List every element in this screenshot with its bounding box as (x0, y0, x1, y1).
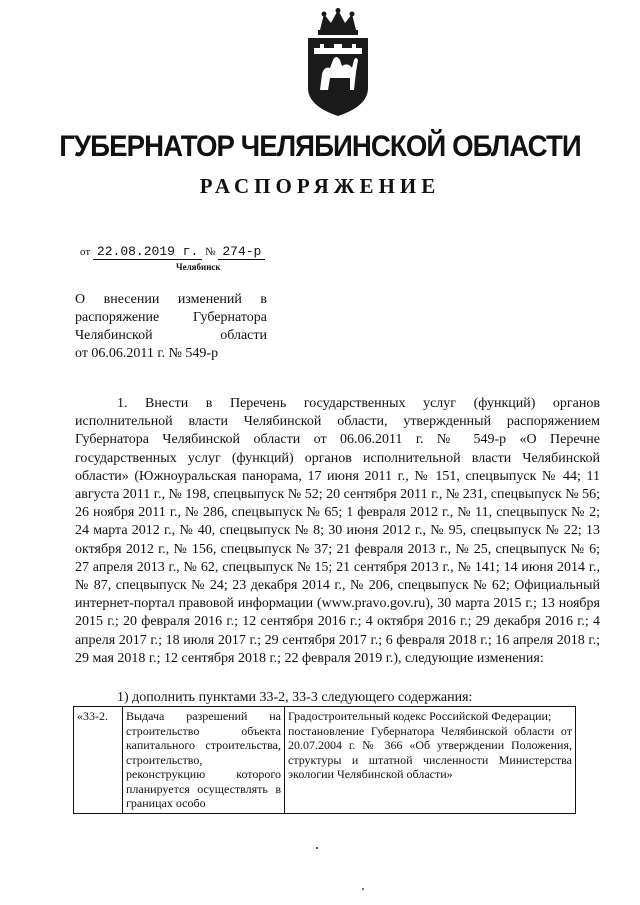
item-1: 1) дополнить пунктами 33-2, 33-3 следующего содержания: (117, 690, 473, 705)
subject-line: распоряжение Губернатора (75, 310, 267, 325)
subject-line: Челябинской области (75, 328, 267, 343)
body-paragraph: 1. Внести в Перечень государственных услуг (функций) органов исполнительной власти Челябинской области, утвержденный распоряжением Губернатора Челябинской области от 06.06.2011 г. № 549-р «О Перечне государственных услуг (функций) органов исполнительной власти Челябинской области» (Южноуральская панорама, 17 июня 2011 г., № 151, спецвыпуск № 44; 11 августа 2011 г., № 198, спецвыпуск № 52; 20 сентября 2011 г., № 231, спецвыпуск № 56; 26 ноября 2011 г., № 286, спецвыпуск № 65; 1 февраля 2012 г., № 11, спецвыпуск № 2; 24 марта 2012 г., № 40, спецвыпуск № 8; 30 июня 2012 г., № 95, спецвыпуск № 22; 13 октября 2012 г., № 156, спецвыпуск № 37; 21 февраля 2013 г., № 25, спецвыпуск № 6; 27 апреля 2013 г., № 62, спецвыпуск № 15; 21 сентября 2013 г., № 141; 14 июня 2014 г., № 87, спецвыпуск № 24; 23 декабря 2014 г., № 206, спецвыпуск № 62; Официальный интернет-портал правовой информации (www.pravo.gov.ru), 30 марта 2015 г.; 13 ноября 2015 г.; 20 февраля 2016 г.; 12 сентября 2016 г.; 4 октября 2016 г.; 29 декабря 2016 г.; 4 апреля 2017 г.; 18 июля 2017 г.; 29 сентября 2017 г.; 6 февраля 2018 г.; 16 апреля 2018 г.; 29 мая 2018 г.; 12 сентября 2018 г.; 22 февраля 2019 г.), следующие изменения: (75, 396, 600, 666)
scan-speck (316, 847, 318, 849)
scan-speck (362, 888, 364, 890)
services-table (73, 706, 576, 814)
document-date: 22.08.2019 г. (93, 244, 202, 260)
document-type: РАСПОРЯЖЕНИЕ (199, 174, 441, 198)
subject-line: от 06.06.2011 г. № 549-р (75, 346, 219, 361)
number-sign: № (205, 246, 216, 258)
table-row (74, 707, 576, 814)
table-cell-service: Выдача разрешений на строительство объекта капитального строительства, строительство, реконструкцию которого планируется осуществлять в границах особо (123, 707, 285, 814)
city: Челябинск (176, 262, 221, 272)
body-text (75, 395, 600, 668)
subject-block (75, 291, 267, 363)
basis-line: постановление Губернатора Челябинской области от 20.07.2004 г. № 366 «Об утверждении Положения, структуры и штатной численности Министерства экологии Челябинской области» (288, 723, 572, 781)
date-prefix: от (80, 246, 91, 258)
coat-of-arms-icon (300, 8, 376, 118)
date-line (80, 244, 265, 259)
document-number: 274-р (218, 244, 265, 260)
basis-line: Градостроительный кодекс Российской Федерации; (288, 709, 552, 723)
governor-title: ГУБЕРНАТОР ЧЕЛЯБИНСКОЙ ОБЛАСТИ (59, 130, 581, 163)
table-cell-number: «33-2. (74, 707, 123, 814)
subject-line: О внесении изменений в (75, 292, 267, 307)
table-cell-basis (285, 707, 576, 814)
